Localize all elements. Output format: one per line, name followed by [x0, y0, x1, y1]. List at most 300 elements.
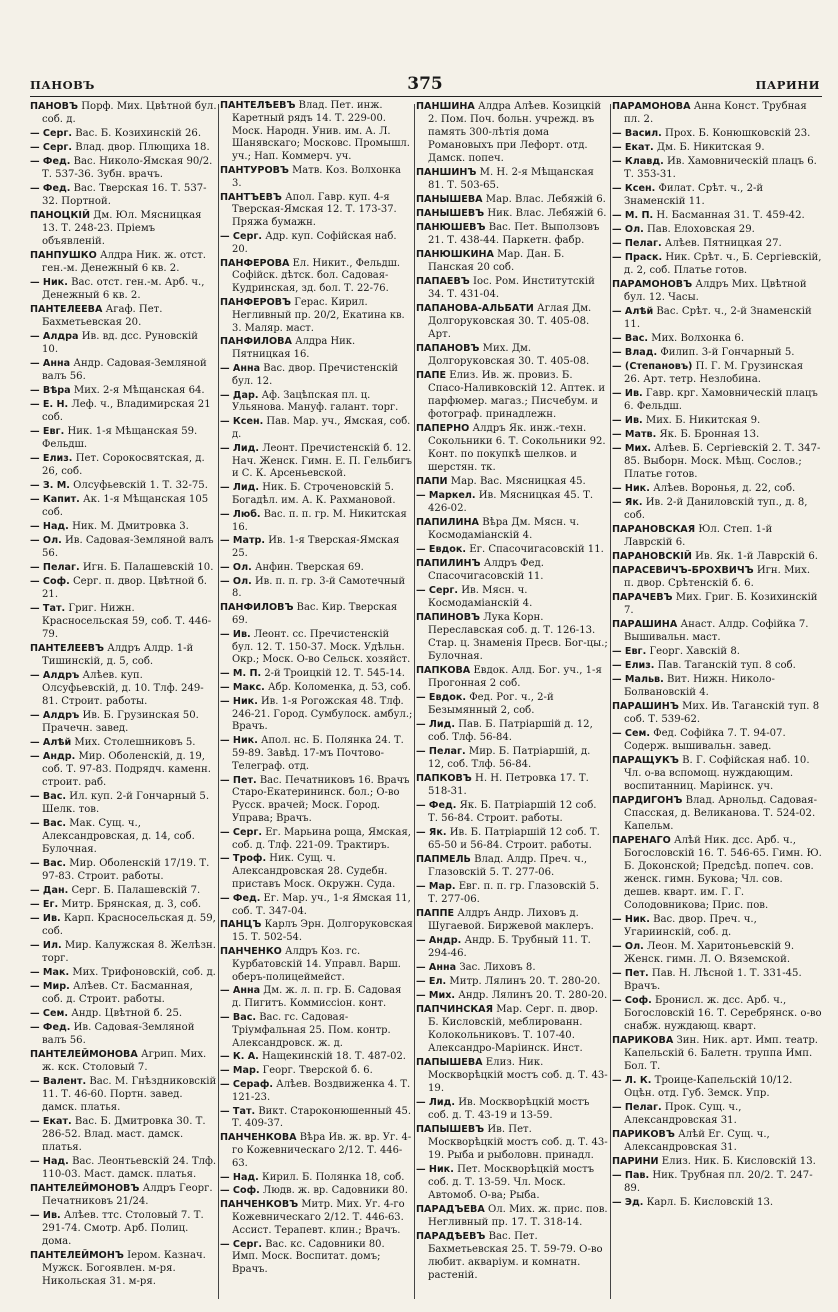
entry-surname: — Пелаг. [612, 238, 662, 249]
entry-surname: — Андр. [30, 751, 76, 762]
entry-surname: ПАПИНОВЪ [416, 612, 481, 623]
entry-surname: ПАНТЕЛЕЙМОНОВЪ [30, 1183, 140, 1194]
entry-surname: — Ник. [220, 735, 258, 747]
directory-entry [612, 794, 822, 833]
directory-entry [416, 100, 609, 165]
directory-entry [416, 584, 609, 610]
directory-entry [30, 1249, 217, 1288]
directory-entry [30, 1115, 217, 1154]
entry-surname: ПАПЧИНСКАЯ [416, 1004, 493, 1015]
entry-surname: ПАНШИНА [416, 101, 475, 112]
directory-entry [30, 1182, 217, 1208]
entry-details: Георг. Хавскій 8. [649, 646, 740, 657]
entry-details: Гавр. крг. Хамовническій плацъ 6. Фельдш. [624, 388, 818, 412]
directory-entry [612, 387, 822, 413]
entry-details: Анфин. Тверская 69. [254, 561, 364, 573]
entry-details: Н. Басманная 31. Т. 459-42. [656, 210, 805, 221]
entry-details: Мих. Волхонка 6. [651, 333, 745, 344]
entry-surname: — Е. Н. [30, 399, 69, 410]
directory-entry [416, 302, 609, 341]
entry-surname: ПАПИЛИНЪ [416, 558, 481, 569]
entry-surname: — Ег. [30, 899, 59, 910]
directory-entry [612, 940, 822, 966]
entry-details: Алдръ Коз. гс. Курбатовскій 14. Управл. Варш. оберъ-полицеймейст. [232, 946, 401, 983]
directory-entry [612, 659, 822, 672]
directory-entry [416, 691, 609, 717]
entry-surname: — Соф. [612, 995, 652, 1006]
entry-surname: ПАРАНОВСКАЯ [612, 524, 696, 535]
directory-entry [612, 360, 822, 386]
directory-entry [220, 192, 413, 230]
directory-entry [416, 745, 609, 771]
entry-surname: ПАПКОВЪ [416, 773, 472, 784]
entry-details: Вас. Б. Козихинскій 26. [75, 128, 202, 139]
directory-entry [30, 561, 217, 574]
directory-entry [416, 907, 609, 933]
directory-entry [612, 237, 822, 250]
header-right-word: ПАРИНИ [755, 78, 820, 92]
directory-entry [416, 934, 609, 960]
entry-surname: — Вас. [220, 1011, 257, 1023]
entry-details: Мих. 2-я Мѣщанская 64. [73, 385, 205, 396]
entry-surname: — Вас. [612, 333, 649, 344]
directory-entry [612, 127, 822, 140]
entries-column-2 [220, 100, 413, 1305]
entry-surname: ПАНЮШЕВЪ [416, 222, 486, 233]
directory-entry [612, 414, 822, 427]
directory-entry [30, 141, 217, 154]
directory-entry [30, 100, 217, 126]
entry-details: Іером. Казнач. Мужск. Богоявлен. м-ря. Никольская 31. м-ря. [42, 1250, 206, 1287]
entry-details: Фед. Рог. ч., 2-й Безымянный 2, соб. [428, 692, 554, 716]
directory-entry [612, 523, 822, 549]
entry-surname: — Анна [220, 362, 261, 374]
entry-details: Пет. Москворѣцкій мостъ соб. д. Т. 13-59. Чл. Моск. Автомоб. О-ва; Рыба. [428, 1164, 595, 1201]
entry-surname: — Ив. [220, 628, 251, 640]
column-divider [218, 104, 219, 1299]
directory-entry [30, 898, 217, 911]
directory-entry [612, 564, 822, 590]
directory-entry [416, 248, 609, 274]
directory-entry [220, 535, 413, 561]
entry-surname: — Лид. [416, 719, 456, 730]
directory-entry [30, 127, 217, 140]
entry-details: Ник. Б. Строченовскій 5. Богадѣл. им. А. К. Рахмановой. [232, 482, 396, 506]
entry-details: Ив. Садовая-Земляной валъ 56. [42, 1022, 195, 1046]
directory-entry [416, 516, 609, 542]
entry-surname: — Алдръ [30, 670, 80, 681]
entry-surname: ПАПИЛИНА [416, 517, 479, 528]
entry-details: Пав. Н. Лѣсной 1. Т. 331-45. Врачъ. [624, 968, 802, 992]
directory-entry [612, 305, 822, 331]
entry-surname: — Ол. [612, 224, 644, 235]
directory-entry [612, 645, 822, 658]
entry-surname: — Ник. [220, 695, 258, 707]
entry-details: Алдръ Алдр. 1-й Тишинскій, д. 5, соб. [42, 643, 194, 667]
entry-surname: ПАПАНОВА-АЛЬБАТИ [416, 303, 534, 314]
entry-details: Абр. Коломенка, д. 53, соб. [267, 682, 411, 694]
directory-entry [220, 1132, 413, 1170]
entry-surname: ПАНПУШКО [30, 250, 97, 261]
entry-details: Алѣев. Б. Сергіевскій 2. Т. 347-85. Выборн. Моск. Мѣщ. Сослов.; Платье готов. [624, 443, 821, 480]
entry-surname: — Мальв. [612, 674, 664, 685]
entry-details: Влад. Пет. инж. Каретный рядъ 14. Т. 229-00. Моск. Народн. Унив. им. А. Л. Шанявскаго; Московс. Промышл. уч.; Нап. Коммерч. уч. [232, 100, 410, 163]
directory-entry [416, 557, 609, 583]
entry-surname: ПАНЧЕНКОВЪ [220, 1199, 299, 1211]
directory-entry [612, 141, 822, 154]
entry-surname: — Анна [416, 962, 457, 973]
directory-entry [220, 1185, 413, 1198]
entry-surname: — Люб. [220, 508, 261, 520]
directory-entry [30, 790, 217, 816]
directory-entry [416, 1203, 609, 1229]
directory-entry [416, 1056, 609, 1095]
entry-details: Людв. ж. вр. Садовники 80. [262, 1185, 408, 1197]
entry-details: Ник. Срѣт. ч., Б. Сергіевскій, д. 2, соб. Платье готов. [624, 252, 822, 276]
entry-surname: — Евг. [612, 646, 647, 657]
entry-details: Прок. Сущ. ч., Александровская 31. [624, 1102, 742, 1126]
entry-surname: ПАРДИГОНЪ [612, 795, 683, 806]
entry-details: Ив. п. п. гр. 3-й Самотечный 8. [232, 575, 406, 600]
entry-surname: — Анна [30, 358, 71, 369]
entry-surname: ПАРАЩУКЪ [612, 755, 679, 766]
entry-details: Зас. Лиховъ 8. [459, 962, 536, 973]
directory-entry [416, 799, 609, 825]
directory-entry [416, 1096, 609, 1122]
entry-details: Алѣй Ник. дсс. Арб. ч., Богословскій 16. Т. 546-65. Гимн. Ю. Б. Доконской; Предсѣд. попеч. сов. женск. гимн. Букова; Чл. сов. дешев. кварт. им. Г. Г. Солодовникова; Прис. пов. [624, 835, 822, 911]
directory-entry [220, 165, 413, 191]
entry-surname: — Алдра [30, 331, 79, 342]
directory-entry [220, 682, 413, 695]
directory-entry [220, 1051, 413, 1064]
directory-entry [220, 668, 413, 681]
entry-surname: — Мак. [30, 967, 70, 978]
entry-surname: — Серг. [416, 585, 459, 596]
directory-entry [30, 425, 217, 451]
entry-details: Андр. Лялинъ 20. Т. 280-20. [458, 990, 608, 1001]
entry-details: Агаф. Пет. Бахметьевская 20. [42, 304, 163, 328]
entry-surname: — Пав. [612, 1170, 650, 1181]
directory-entry [220, 416, 413, 442]
entry-details: Ник. Трубная пл. 20/2. Т. 247-89. [624, 1170, 813, 1194]
directory-entry [612, 1155, 822, 1168]
entry-details: Андр. Садовая-Земляной валъ 56. [42, 358, 207, 382]
entry-details: Мих. Трифоновскій, соб. д. [72, 967, 216, 978]
directory-entry [220, 363, 413, 389]
directory-entry [612, 496, 822, 522]
entry-details: Бронисл. ж. дсс. Арб. ч., Богословскій 16. Т. Серебрянск. о-во снабж. нуждающ. кварт. [624, 995, 822, 1032]
entry-details: Ив. Як. 1-й Лаврскій 6. [695, 551, 818, 562]
directory-entry [416, 166, 609, 192]
entry-surname: — Фед. [30, 1022, 71, 1033]
directory-entry [30, 642, 217, 668]
directory-entry [220, 1065, 413, 1078]
directory-entry [30, 330, 217, 356]
entry-surname: — Дар. [220, 389, 259, 401]
entry-surname: — Елиз. [612, 660, 655, 671]
entry-details: Вас. Срѣт. ч., 2-й Знаменскій 11. [624, 306, 812, 330]
directory-entry [30, 1155, 217, 1181]
entry-surname: — Сем. [612, 728, 650, 739]
directory-entry [416, 961, 609, 974]
directory-entry [416, 489, 609, 515]
entry-details: Мих. Б. Никитская 9. [645, 415, 761, 426]
entry-details: Алдръ Мих. Цвѣтной бул. 12. Часы. [624, 279, 807, 303]
entry-details: Ол. Мих. ж. прис. пов. Негливный пр. 17. Т. 318-14. [428, 1204, 608, 1228]
entries-column-4 [612, 100, 822, 1305]
entry-details: Зин. Ник. арт. Имп. театр. Капельскій 6. Балетн. труппа Имп. Бол. Т. [624, 1035, 818, 1072]
entry-details: Вас. двор. Пречистенскій бул. 12. [232, 362, 398, 387]
directory-entry [220, 1239, 413, 1277]
entry-details: Ник. М. Дмитровка 3. [72, 521, 189, 532]
directory-entry [220, 735, 413, 773]
entry-details: Мих. Ив. Таганскій туп. 8 соб. Т. 539-62. [624, 701, 820, 725]
entry-details: Елиз. Ив. ж. провиз. Б. Спасо-Наливковскій 12. Аптек. и парфюмер. магаз.; Писчебум. и фотограф. принадлежн. [428, 370, 606, 420]
entries-columns [30, 100, 822, 1305]
directory-entry [30, 575, 217, 601]
entry-details: Мак. Сущ. ч., Александровская, д. 14, соб. Булочная. [42, 818, 195, 855]
entry-details: Вас. п. п. гр. М. Никитская 16. [232, 508, 407, 533]
entry-details: Юл. Степ. 1-й Лаврскій 6. [624, 524, 773, 548]
entry-details: Апол. нс. Б. Полянка 24. Т. 59-89. Завѣд. 17-мъ Почтово-Телеграф. отд. [232, 735, 404, 772]
entry-surname: — Тат. [220, 1105, 256, 1117]
directory-entry [30, 939, 217, 965]
entry-surname: — Алѣй [30, 737, 72, 748]
entry-surname: ПАРАЧЕВЪ [612, 592, 673, 603]
directory-entry [416, 342, 609, 368]
directory-entry [30, 209, 217, 248]
directory-entry [220, 1106, 413, 1132]
directory-entry [220, 1012, 413, 1050]
directory-entry [30, 357, 217, 383]
entry-details: Ег. Спасочигасовскій 11. [469, 544, 604, 555]
directory-entry [30, 384, 217, 397]
directory-entry [612, 967, 822, 993]
entries-column-1 [30, 100, 217, 1305]
entry-surname: — Елиз. [30, 453, 73, 464]
entry-details: Филип. 3-й Гончарный 5. [660, 347, 795, 358]
directory-entry [30, 1075, 217, 1114]
directory-entry [220, 946, 413, 984]
entry-surname: — Мих. [612, 443, 652, 454]
directory-entry [220, 602, 413, 628]
entry-surname: ПАНТЕЛЕЙМОНОВА [30, 1049, 138, 1060]
directory-entry [30, 817, 217, 856]
entry-surname: ПАПЫШЕВЪ [416, 1124, 485, 1135]
directory-entry [220, 443, 413, 481]
entry-details: Пав. Елоховская 29. [646, 224, 755, 235]
entry-details: П. Г. М. Грузинская 26. Арт. тетр. Незлобина. [624, 361, 804, 385]
entry-surname: ПАРАМОНОВЪ [612, 279, 693, 290]
directory-entry [612, 100, 822, 126]
entry-details: Ив. Мясн. ч. Космодаміанскій 4. [428, 585, 533, 609]
entry-surname: ПАНТЕЛЕЕВЪ [30, 643, 104, 654]
directory-entry [220, 1172, 413, 1185]
entry-details: Елиз. Ник. Б. Кисловскій 13. [661, 1156, 816, 1167]
entry-details: Ив. 1-я Рогожская 48. Тлф. 246-21. Город. Сумбулоск. амбул.; Врачъ. [232, 695, 413, 733]
entry-details: Ив. вд. дсс. Руновскій 10. [42, 331, 198, 355]
entry-surname: — Ол. [220, 575, 252, 587]
directory-entry [416, 826, 609, 852]
directory-entry [416, 543, 609, 556]
entry-surname: ПАНТЕЛѢЕВЪ [220, 100, 296, 111]
entry-details: Григ. Нижн. Красносельская 59, соб. Т. 446-79. [42, 603, 212, 640]
directory-entry [220, 893, 413, 919]
directory-entry [220, 231, 413, 257]
entry-surname: ПАНОВЪ [30, 101, 78, 112]
entry-surname: — Пелаг. [416, 746, 466, 757]
entry-surname: — Пет. [612, 968, 649, 979]
directory-entry [612, 834, 822, 912]
entry-details: Алѣев. куп. Олсуфьевскій, д. 10. Тлф. 249-81. Строит. работы. [42, 670, 204, 707]
directory-entry [220, 827, 413, 853]
directory-entry [612, 727, 822, 753]
directory-entry [612, 278, 822, 304]
entry-surname: — Соф. [220, 1185, 260, 1197]
entry-surname: ПАРИКОВЪ [612, 1129, 675, 1140]
entry-surname: ПАНЧЕНКО [220, 946, 282, 957]
entry-details: Ник. 1-я Мѣщанская 59. Фельдш. [42, 426, 198, 450]
entry-surname: ПАНЦЪ [220, 919, 262, 931]
directory-entry [612, 913, 822, 939]
entry-surname: ПАПМЕЛЬ [416, 854, 471, 865]
entry-details: Аглая Дм. Долгоруковская 30. Т. 405-08. Арт. [428, 303, 592, 340]
entry-surname: — М. П. [612, 210, 654, 221]
entry-details: Іос. Ром. Институтскій 34. Т. 431-04. [428, 276, 595, 300]
directory-entry [30, 669, 217, 708]
entry-surname: — Троф. [220, 853, 267, 865]
entry-surname: — Фед. [30, 156, 71, 167]
entry-surname: — Маркел. [416, 490, 476, 501]
entry-surname: — Ил. [30, 940, 62, 951]
entry-details: Вас. Б. Дмитровка 30. Т. 286-52. Влад. маст. дамск. платья. [42, 1116, 206, 1153]
entry-details: Пав. Таганскій туп. 8 соб. [657, 660, 796, 671]
entry-details: Вѣра Дм. Мясн. ч. Космодаміанскій 4. [428, 517, 580, 541]
entry-details: Леон. М. Харитоньевскій 9. Женск. гимн. Л. О. Вяземской. [624, 941, 795, 965]
entry-surname: — Фед. [416, 800, 457, 811]
entry-details: Вас. Леонтьевскій 24. Тлф. 110-03. Маст. дамск. платья. [42, 1156, 217, 1180]
entry-details: Алѣев. ттс. Столовый 7. Т. 291-74. Смотр. Арб. Полиц. дома. [42, 1210, 204, 1247]
entry-details: Вас. Кир. Тверская 69. [232, 602, 398, 627]
entry-details: Алдръ Георг. Печатниковъ 21/24. [42, 1183, 213, 1207]
entry-surname: ПАНТУРОВЪ [220, 164, 289, 176]
entry-surname: — Екат. [612, 142, 654, 153]
entry-surname: — Л. К. [612, 1075, 652, 1086]
entry-surname: — Лид. [220, 482, 260, 494]
entry-surname: ПАРЕНАГО [612, 835, 671, 846]
directory-entry [30, 249, 217, 275]
entry-surname: — Фед. [220, 892, 261, 904]
column-divider [414, 104, 415, 1299]
directory-entry [220, 985, 413, 1011]
page-number: 375 [407, 74, 443, 94]
entry-surname: — Над. [30, 521, 69, 532]
entry-details: Ив. Хамовническій плацъ 6. Т. 353-31. [624, 156, 817, 180]
entry-details: Мир. Б. Патріаршій, д. 12, соб. Тлф. 56-84. [428, 746, 591, 770]
entry-details: Мир. Калужская 8. Желѣзн. торг. [42, 940, 216, 964]
entry-surname: — Мих. [416, 990, 456, 1001]
entry-surname: — Эд. [612, 1197, 644, 1208]
entry-surname: ПАНЫШЕВА [416, 194, 483, 205]
directory-entry [416, 1230, 609, 1282]
entry-surname: — Лид. [220, 442, 260, 454]
directory-entry [612, 673, 822, 699]
directory-entry [416, 989, 609, 1002]
directory-entry [220, 562, 413, 575]
directory-entry [30, 493, 217, 519]
entry-details: Ел. Никит., Фельдш. Софійск. дѣтск. бол. Садовая-Кудринская, зд. бол. Т. 22-76. [232, 257, 401, 295]
entry-details: Серг. Б. Палашевскій 7. [71, 885, 201, 896]
entry-details: Порф. Мих. Цвѣтной бул. соб. д. [42, 101, 217, 125]
entry-surname: — Ник. [416, 1164, 454, 1175]
entry-surname: ПАНЮШКИНА [416, 249, 494, 260]
entry-surname: ПАНШИНЪ [416, 167, 477, 178]
entry-surname: ПАПИ [416, 476, 448, 487]
directory-entry [30, 980, 217, 1006]
entry-surname: ПАРАДЪЕВА [416, 1204, 485, 1215]
entry-surname: — Ник. [30, 277, 68, 288]
directory-entry [30, 602, 217, 641]
entry-details: Пав. Б. Патріаршій д. 12, соб. Тлф. 56-84. [428, 719, 593, 743]
entry-details: Мих. Дм. Долгоруковская 30. Т. 405-08. [428, 343, 590, 367]
entry-details: Карлъ Эрн. Долгоруковская 15. Т. 502-54. [232, 919, 413, 944]
entry-details: Герас. Кирил. Негливный пр. 20/2, Екатина кв. 3. Маляр. маст. [232, 296, 405, 334]
directory-entry [30, 1048, 217, 1074]
entry-details: Елиз. Ник. Москворѣцкій мостъ соб. д. Т. 43-19. [428, 1057, 608, 1094]
directory-entry [612, 223, 822, 236]
entry-surname: ПАПКОВА [416, 665, 471, 676]
entry-details: Леф. ч., Владимирская 21 соб. [42, 399, 211, 423]
entry-surname: — Алѣй [612, 306, 654, 317]
directory-entry [612, 482, 822, 495]
directory-entry [220, 919, 413, 945]
directory-entry [30, 534, 217, 560]
directory-entry [30, 155, 217, 181]
entry-details: Ник. Сущ. ч. Александровская 28. Судебн. приставъ Моск. Окружн. Суда. [232, 853, 396, 891]
directory-entry [30, 736, 217, 749]
entry-details: Ив. Пет. Москворѣцкій мостъ соб. д. Т. 43-19. Рыба и рыболовн. принадл. [428, 1124, 608, 1161]
directory-entry [30, 479, 217, 492]
directory-entry [220, 1199, 413, 1237]
directory-entry [612, 1074, 822, 1100]
entry-surname: — Серг. [220, 826, 263, 838]
entry-surname: — Лид. [416, 1097, 456, 1108]
directory-entry [612, 332, 822, 345]
directory-entry [220, 1079, 413, 1105]
entry-details: Лука Корн. Переславская соб. д. Т. 126-13. Стар. ц. Знаменія Пресв. Бог-цы.; Булочная. [428, 612, 608, 662]
entry-details: Мих. Григ. Б. Козихинскій 7. [624, 592, 818, 616]
directory-entry [612, 209, 822, 222]
entry-surname: — Сем. [30, 1008, 68, 1019]
entry-surname: — М. П. [220, 668, 262, 680]
entry-details: Дм. Юл. Мясницкая 13. Т. 248-23. Пріемъ объявленій. [42, 210, 202, 247]
entry-surname: — З. М. [30, 480, 70, 491]
entry-details: Вѣра Ив. ж. вр. Уг. 4-го Кожевническаго 2/12. Т. 446-63. [232, 1132, 412, 1169]
entry-details: Серг. п. двор. Цвѣтной б. 21. [42, 576, 207, 600]
entry-details: Вит. Нижн. Николо-Болвановскій 4. [624, 674, 775, 698]
entry-details: Нащекинскій 18. Т. 487-02. [262, 1051, 406, 1063]
entry-surname: — Як. [416, 827, 447, 838]
directory-entry [612, 591, 822, 617]
entry-surname: ПАПЕРНО [416, 423, 470, 434]
entry-surname: — Капит. [30, 494, 80, 505]
entry-surname: — Анна [220, 985, 261, 997]
entry-details: Ив. Москворѣцкій мостъ соб. д. Т. 43-19 и 13-59. [428, 1097, 590, 1121]
entry-details: Евг. п. п. гр. Глазовскій 5. Т. 277-06. [428, 881, 600, 905]
entry-details: Евдок. Алд. Бог. уч., 1-я Прогонная 2 соб. [428, 665, 602, 689]
entry-details: Георг. Тверской б. 6. [262, 1065, 373, 1077]
entry-surname: — Вас. [30, 818, 67, 829]
